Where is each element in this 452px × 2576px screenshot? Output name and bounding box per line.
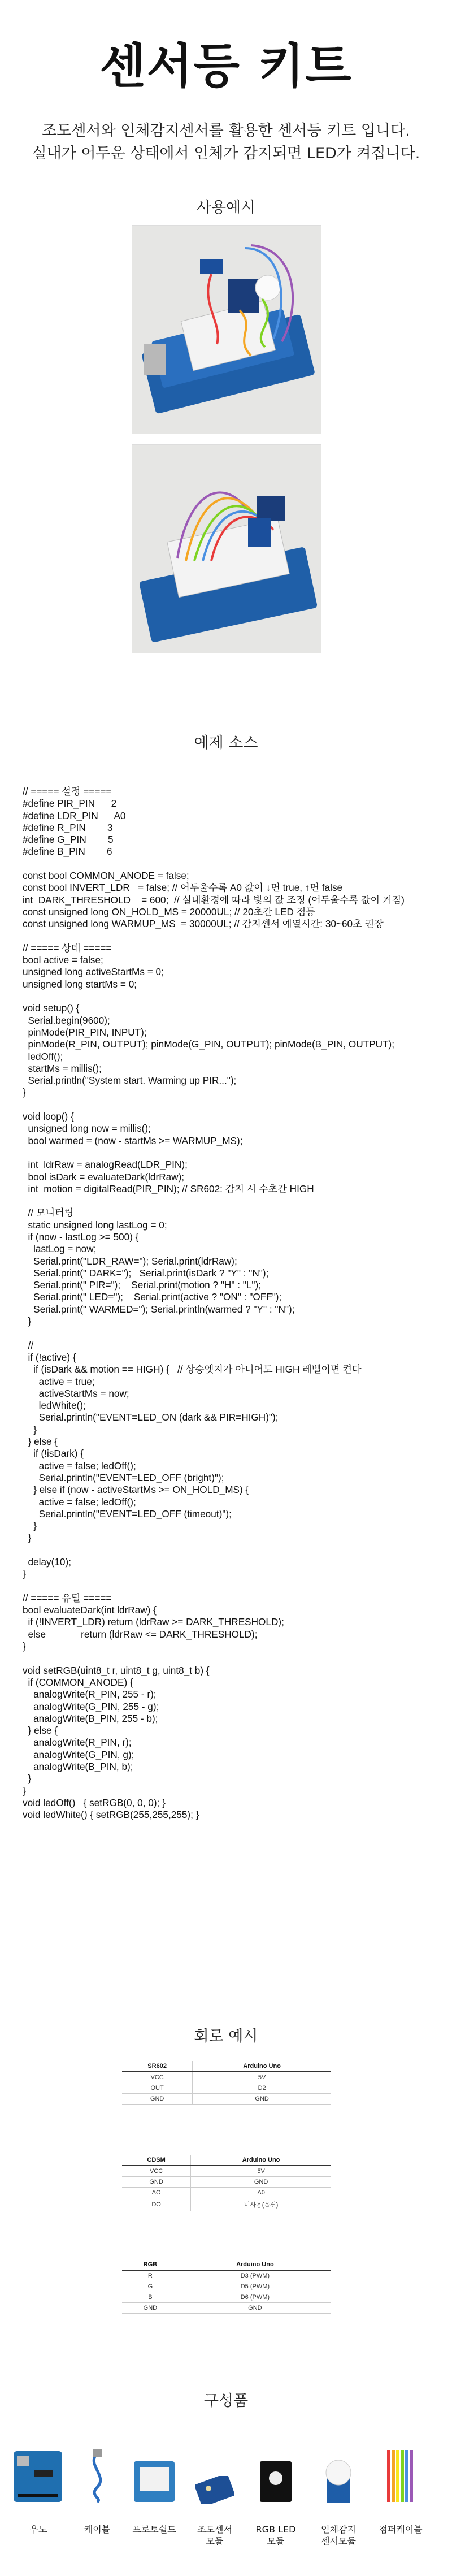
table-header: RGB (122, 2259, 179, 2270)
circuit-table-sr602 (122, 2061, 331, 2105)
table-cell: D2 (193, 2083, 331, 2094)
table-row (122, 2177, 331, 2188)
intro-text (0, 120, 452, 165)
table-row (122, 2083, 331, 2094)
table-header: Arduino Uno (179, 2259, 331, 2270)
part-item (126, 2442, 182, 2535)
table-cell: D5 (PWM) (179, 2281, 331, 2292)
table-cell: 미사용(옵션) (191, 2198, 331, 2211)
part-label: 프로토쉴드 (132, 2524, 176, 2535)
table-cell: DO (122, 2198, 191, 2211)
usage-heading: 사용예시 (196, 199, 256, 217)
table-row (122, 2072, 331, 2083)
usage-photo-2 (132, 444, 321, 653)
table-cell: B (122, 2292, 179, 2303)
part-label: 점퍼케이블 (379, 2524, 423, 2535)
table-header: SR602 (122, 2061, 193, 2072)
table-header: Arduino Uno (193, 2061, 331, 2072)
arduino-board-icon (11, 2448, 66, 2504)
table-cell: AO (122, 2188, 191, 2198)
table-cell: GND (191, 2177, 331, 2188)
table-row (122, 2281, 331, 2292)
table-row (122, 2188, 331, 2198)
table-cell: R (122, 2270, 179, 2281)
table-cell: A0 (191, 2188, 331, 2198)
intro-line: 실내가 어두운 상태에서 인체가 감지되면 LED가 켜집니다. (32, 145, 420, 162)
table-cell: GND (193, 2094, 331, 2105)
proto-shield-icon (132, 2459, 177, 2504)
part-item (372, 2442, 429, 2535)
part-item (310, 2442, 367, 2547)
source-heading: 예제 소스 (194, 734, 258, 752)
kit-wired-image (132, 445, 321, 653)
kit-assembled-image (132, 226, 321, 434)
circuit-table-rgb (122, 2259, 331, 2314)
table-header: CDSM (122, 2155, 191, 2166)
part-label: 조도센서 모듈 (197, 2524, 232, 2547)
jumper-wires-icon (384, 2448, 418, 2504)
table-cell: OUT (122, 2083, 193, 2094)
page-title: 센서등 키트 (99, 38, 353, 94)
table-row (122, 2198, 331, 2211)
table-row (122, 2166, 331, 2177)
example-source-code: // ===== 설정 ===== #define PIR_PIN 2 #define LDR_PIN A0 #define R_PIN 3 #define G_PIN 5 #define B_PIN 6 const bool COMMON_ANODE = false; const bool INVERT_LDR = false; // 어두울수록 A0 값이 ↓면 true, ↑면 false int DARK_THRESHOLD = 600; // 실내환경에 따라 빛의 값 조정 (어두울수록 값이 커짐) const unsigned long ON_HOLD_MS = 20000UL; // 20초간 LED 점등 const unsigned long WARMUP_MS = 30000UL; // 감지센서 예열시간: 30~60초 권장 // ===== 상태 ===== bool active = false; unsigned long activeStartMs = 0; unsigned long startMs = 0; void setup() { Serial.begin(9600); pinMode(PIR_PIN, INPUT); pinMode(R_PIN, OUTPUT); pinMode(G_PIN, OUTPUT); pinMode(B_PIN, OUTPUT); ledOff(); startMs = millis(); Serial.println("System start. Warming up PIR..."); } void loop() { unsigned long now = millis(); bool warmed = (now - startMs >= WARMUP_MS); int ldrRaw = analogRead(LDR_PIN); bool isDark = evaluateDark(ldrRaw); int motion = digitalRead(PIR_PIN); // SR602: 감지 시 수초간 HIGH // 모니터링 static unsigned long lastLog = 0; if (now - lastLog >= 500) { lastLog = now; Serial.print("LDR_RAW="); Serial.print(ldrRaw); Serial.print(" DARK="); Serial.print(isDark ? "Y" : "N"); Serial.print(" PIR="); Serial.print(motion ? "H" : "L"); Serial.print(" LED="); Serial.print(active ? "ON" : "OFF"); Serial.print(" WARMED="); Serial.println(warmed ? "Y" : "N"); } // if (!active) { if (isDark && motion == HIGH) { // 상승엣지가 아니어도 HIGH 레벨이면 켠다 active = true; activeStartMs = now; ledWhite(); Serial.println("EVENT=LED_ON (dark && PIR=HIGH)"); } } else { if (!isDark) { active = false; ledOff(); Serial.println("EVENT=LED_OFF (bright)"); } else if (now - activeStartMs >= ON_HOLD_MS) { active = false; ledOff(); Serial.println("EVENT=LED_OFF (timeout)"); } } delay(10); } // ===== 유틸 ===== bool evaluateDark(int ldrRaw) { if (!INVERT_LDR) return (ldrRaw >= DARK_THRESHOLD); else return (ldrRaw <= DARK_THRESHOLD); } void setRGB(uint8_t r, uint8_t g, uint8_t b) { if (COMMON_ANODE) { analogWrite(R_PIN, 255 - r); analogWrite(G_PIN, 255 - g); analogWrite(B_PIN, 255 - b); } else { analogWrite(R_PIN, r); analogWrite(G_PIN, g); analogWrite(B_PIN, b); } } void ledOff() { setRGB(0, 0, 0); } void ledWhite() { setRGB(255,255,255); } (23, 786, 405, 1821)
part-item (247, 2442, 304, 2547)
rgb-led-icon (258, 2459, 294, 2504)
intro-line: 조도센서와 인체감지센서를 활용한 센서등 키트 입니다. (42, 122, 410, 140)
part-item (69, 2442, 125, 2535)
table-header: Arduino Uno (191, 2155, 331, 2166)
table-cell: GND (179, 2303, 331, 2314)
table-cell: GND (122, 2094, 193, 2105)
usage-photo-1 (132, 225, 321, 434)
part-item (186, 2442, 243, 2547)
table-row (122, 2292, 331, 2303)
usb-cable-icon (86, 2448, 108, 2504)
table-cell: D6 (PWM) (179, 2292, 331, 2303)
table-cell: VCC (122, 2166, 191, 2177)
table-cell: 5V (193, 2072, 331, 2083)
part-label: RGB LED 모듈 (255, 2524, 296, 2547)
part-label: 우노 (29, 2524, 47, 2535)
part-item (10, 2442, 67, 2535)
table-cell: GND (122, 2303, 179, 2314)
light-sensor-icon (195, 2476, 234, 2504)
table-row (122, 2270, 331, 2281)
table-cell: 5V (191, 2166, 331, 2177)
pir-sensor-icon (323, 2456, 354, 2504)
table-cell: G (122, 2281, 179, 2292)
circuit-heading: 회로 예시 (194, 2028, 258, 2045)
part-label: 케이블 (84, 2524, 111, 2535)
table-cell: VCC (122, 2072, 193, 2083)
part-label: 인체감지 센서모듈 (321, 2524, 356, 2547)
parts-heading: 구성품 (203, 2392, 249, 2410)
table-row (122, 2094, 331, 2105)
table-cell: GND (122, 2177, 191, 2188)
circuit-table-cdsm (122, 2155, 331, 2211)
table-row (122, 2303, 331, 2314)
table-cell: D3 (PWM) (179, 2270, 331, 2281)
